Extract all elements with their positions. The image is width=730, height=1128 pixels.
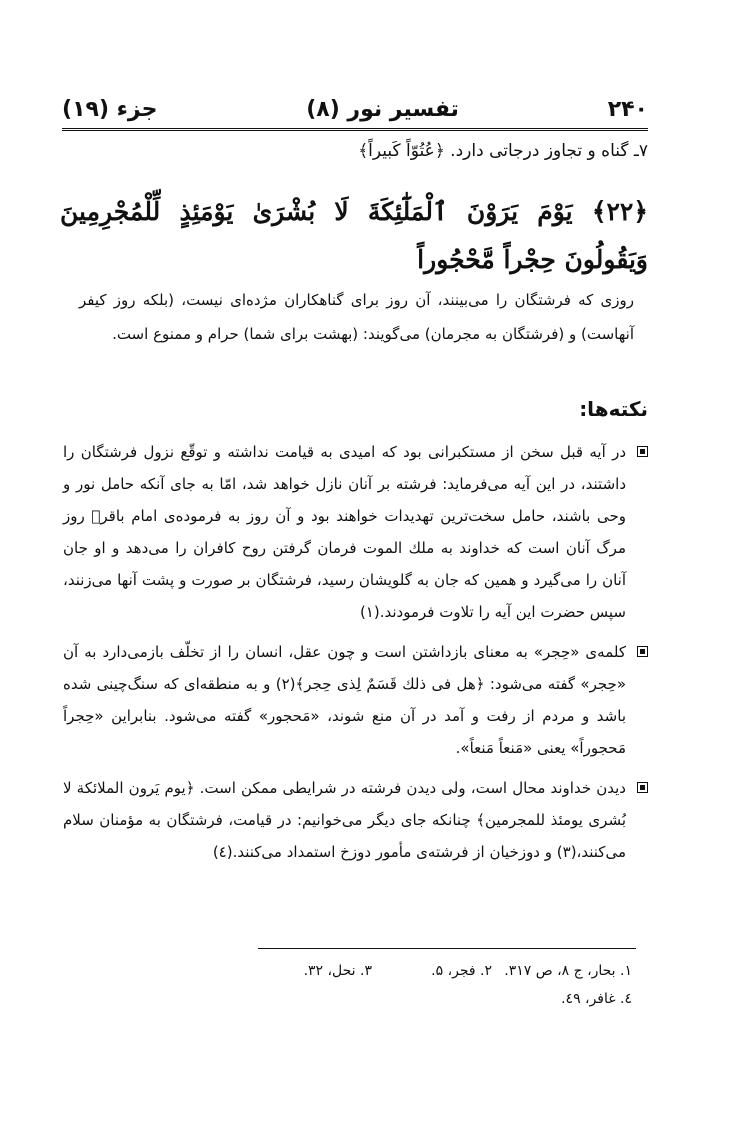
header-divider xyxy=(62,128,648,131)
intro-line: ۷ـ گناه و تجاوز درجاتی دارد. ﴿عُتُوّاً كَبیراً﴾ xyxy=(358,141,648,161)
quran-verse: ﴿۲۲﴾ يَوْمَ يَرَوْنَ ٱلْمَلَٰٓئِكَةَ لَا بُشْرَىٰ يَوْمَئِذٍ لِّلْمُجْرِمِينَ وَيَقُولُونَ حِجْراً مَّحْجُوراً xyxy=(60,197,648,274)
footnote-divider xyxy=(258,948,636,949)
footnote: ۱. بحار، ج ۸، ص ۳۱۷. xyxy=(504,963,632,979)
verse-translation: روزی كه فرشتگان را می‌بینند، آن روز برای گناهكاران مژده‌ای نیست، (بلكه روز كیفر آنهاست) و (فرشتگان به مجرمان) می‌گویند: (بهشت برای شما) حرام و ممنوع است. xyxy=(79,291,634,343)
note-text: دیدن خداوند محال است، ولی دیدن فرشته در شرایطی ممكن است. ﴿یوم یَرون الملائكة لا بُشری یومئذ للمجرمین﴾ چنانكه جای دیگر می‌خوانیم: در قیامت، فرشتگان به مؤمنان سلام می‌كنند،(۳) و دوزخیان از فرشته‌ی مأمور دوزخ استمداد می‌كنند.(٤) xyxy=(63,779,626,861)
footnote: ۳. نحل، ۳۲. xyxy=(303,963,372,979)
footnote-row xyxy=(162,957,632,985)
notes-heading: نكته‌ها: xyxy=(579,397,648,421)
footnotes xyxy=(162,957,632,1013)
page-header xyxy=(62,92,648,126)
running-title: تفسیر نور (۸) xyxy=(306,96,459,122)
note-item xyxy=(63,436,648,628)
note-item xyxy=(63,772,648,868)
section-label: جزء (۱۹) xyxy=(62,96,158,122)
footnote: ۲. فجر، ۵. xyxy=(431,963,492,979)
note-text: كلمه‌ی «حِجر» به معنای بازداشتن است و چون عقل، انسان را از تخلّف بازمی‌دارد به آن «حِجر» گفته می‌شود: ﴿هل فی ذلك قَسَمٌ لِذی حِجر﴾(۲) و به منطقه‌ای كه سنگ‌چینی شده باشد و مردم از رفت و آمد در آن منع شوند، «مَحجور» گفته می‌شود. بنابراین «حِجراً مَحجوراً» یعنی «مَنعاً مَنعاً». xyxy=(63,643,626,757)
note-item xyxy=(63,636,648,764)
square-bullet-icon xyxy=(637,646,648,657)
square-bullet-icon xyxy=(637,782,648,793)
notes-list xyxy=(63,436,648,876)
footnote: ٤. غافر، ٤۹. xyxy=(561,991,632,1007)
footnote-row xyxy=(162,985,632,1013)
page-number: ۲۴۰ xyxy=(607,96,648,122)
square-bullet-icon xyxy=(637,446,648,457)
note-text: در آیه قبل سخن از مستكبرانی بود كه امیدی به قیامت نداشته و توقّع نزول فرشتگان را داشتند، در این آیه می‌فرماید: فرشته بر آنان نازل خواهد شد، امّا به جای آنكه حامل نور و وحی باشند، حامل سخت‌ترین تهدیدات خواهند بود و آن روز به فرموده‌ی امام باقرؑ روز مرگ آنان است كه خداوند به ملك الموت فرمان گرفتن روح كافران را می‌دهد و او جان آنان را می‌گیرد و همین كه جان به گلویشان رسید، فرشتگان بر صورت و پشت آنها می‌زنند، سپس حضرت این آیه را تلاوت فرمودند.(۱) xyxy=(63,443,626,621)
